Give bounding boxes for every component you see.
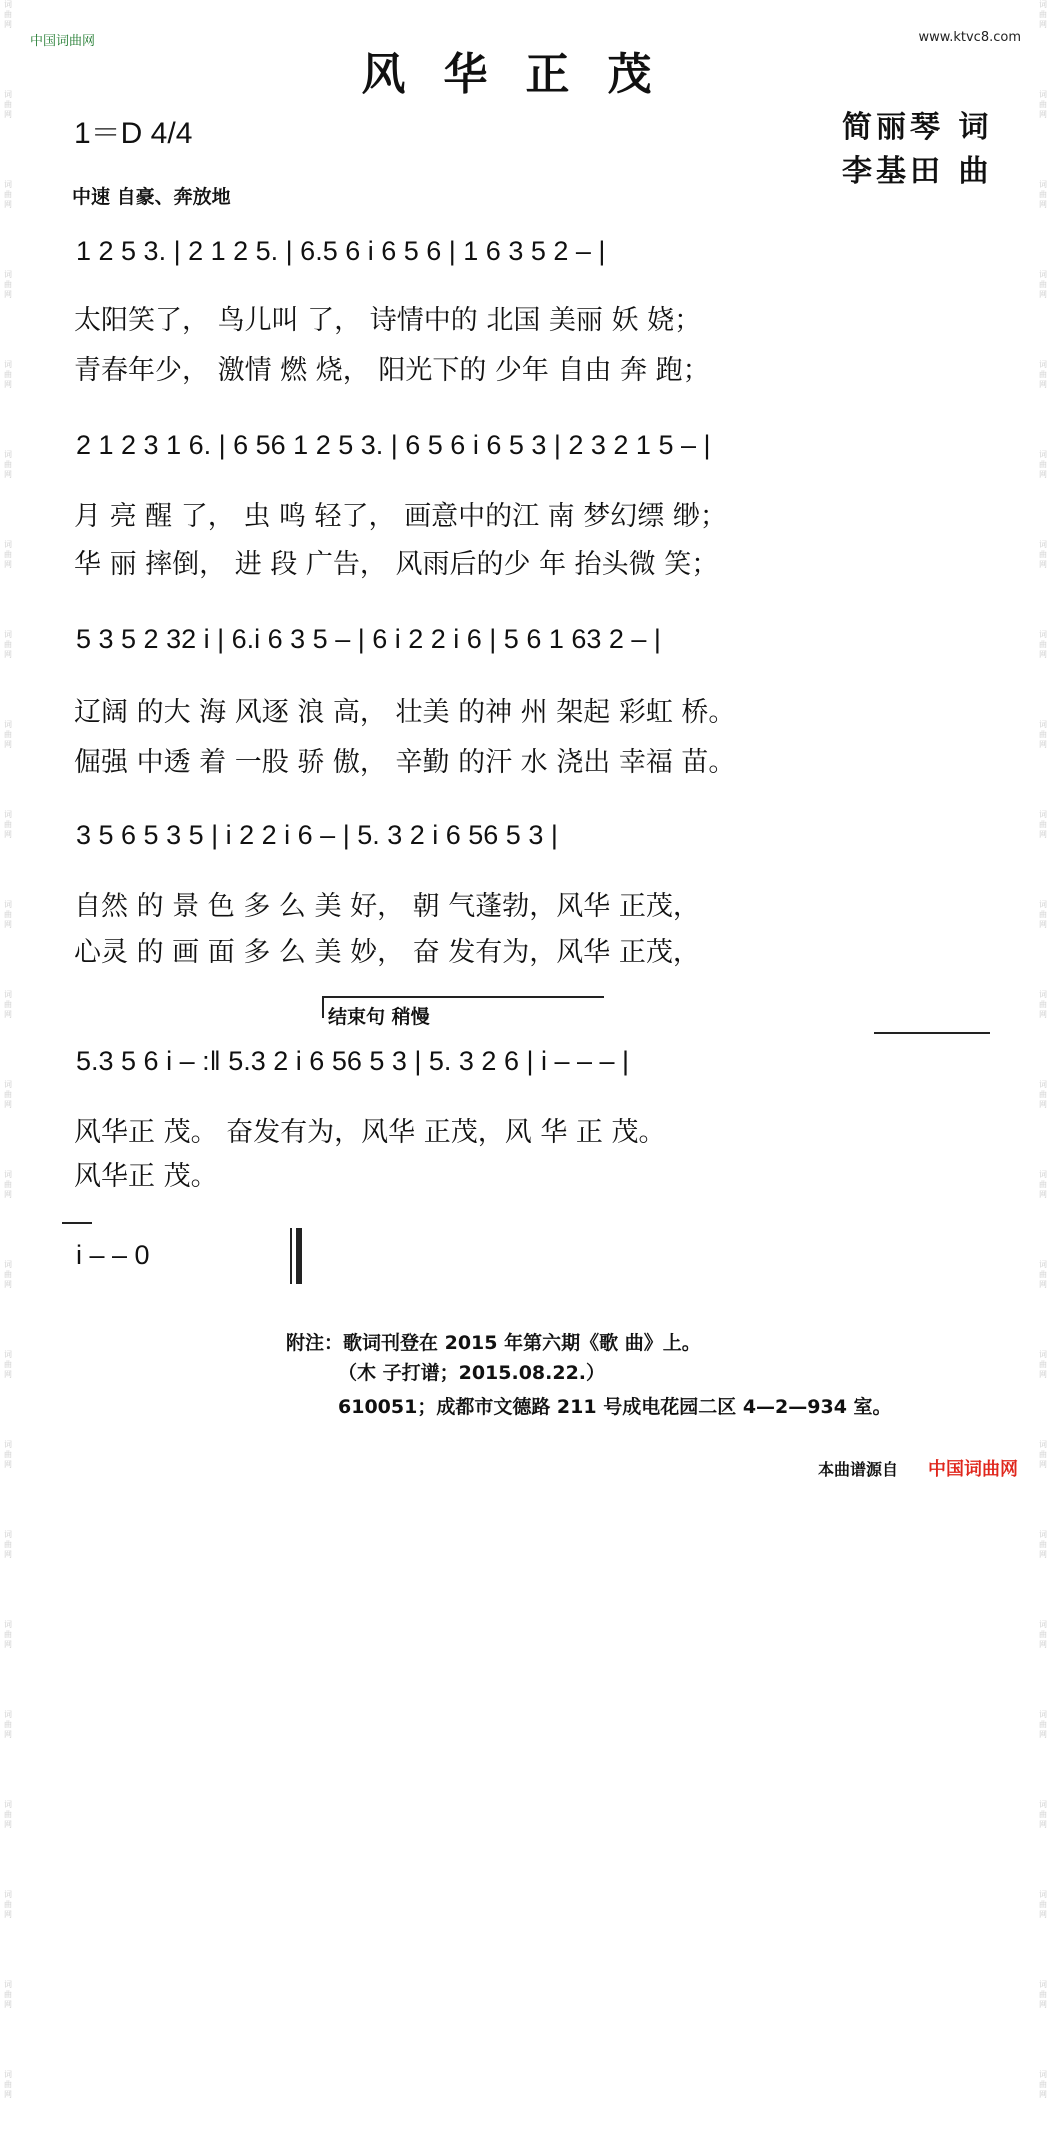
watermark-glyph: 词	[1039, 1620, 1047, 1629]
watermark-glyph: 网	[1039, 1550, 1047, 1559]
watermark-glyph: 词	[1039, 630, 1047, 639]
watermark-gap	[1037, 1110, 1049, 1140]
key-signature: 1＝D 4/4	[74, 117, 193, 150]
watermark-gap	[1037, 210, 1049, 240]
watermark-gap	[1037, 1830, 1049, 1860]
watermark-glyph: 曲	[4, 460, 12, 469]
watermark-glyph: 网	[4, 1640, 12, 1649]
watermark-glyph: 曲	[4, 550, 12, 559]
watermark-glyph: 词	[4, 720, 12, 729]
watermark-gap	[2, 1020, 14, 1050]
watermark-glyph: 词	[4, 1080, 12, 1089]
final-measure: i – – 0	[76, 1240, 150, 1270]
watermark-glyph: 词	[4, 450, 12, 459]
watermark-glyph: 曲	[4, 1990, 12, 1999]
ending-bracket-line	[322, 996, 604, 998]
lyric-row-3-verse-2: 倔强 中透 着 一股 骄 傲， 辛勤 的汗 水 浇出 幸福 苗。	[74, 747, 736, 778]
watermark-glyph: 网	[1039, 1730, 1047, 1739]
watermark-gap	[2, 2100, 14, 2130]
watermark-gap	[1037, 660, 1049, 690]
watermark-gap	[1037, 1290, 1049, 1320]
watermark-glyph: 词	[1039, 1800, 1047, 1809]
watermark-gap	[2, 1740, 14, 1770]
watermark-glyph: 词	[1039, 1710, 1047, 1719]
watermark-glyph: 曲	[4, 100, 12, 109]
watermark-gap	[1037, 1200, 1049, 1230]
source-label: 本曲谱源自	[818, 1460, 899, 1479]
watermark-glyph: 网	[1039, 1640, 1047, 1649]
ending-label: 结束句 稍慢	[328, 1006, 430, 1028]
watermark-glyph: 词	[4, 1440, 12, 1449]
watermark-glyph: 曲	[4, 1180, 12, 1189]
watermark-glyph: 词	[1039, 720, 1047, 729]
watermark-glyph: 网	[1039, 920, 1047, 929]
watermark-glyph: 词	[1039, 1260, 1047, 1269]
watermark-glyph: 曲	[1039, 2080, 1047, 2089]
watermark-glyph: 词	[1039, 1080, 1047, 1089]
watermark-glyph: 词	[4, 1170, 12, 1179]
watermark-glyph: 网	[1039, 560, 1047, 569]
lyric-row-4-verse-1: 自然 的 景 色 多 么 美 好， 朝 气蓬勃，风华 正茂，	[74, 891, 700, 922]
watermark-gap	[2, 390, 14, 420]
watermark-glyph: 网	[1039, 2090, 1047, 2099]
watermark-gap	[1037, 480, 1049, 510]
watermark-gap	[1037, 1380, 1049, 1410]
watermark-glyph: 词	[4, 1800, 12, 1809]
watermark-gap	[1037, 2100, 1049, 2130]
watermark-gap	[1037, 1650, 1049, 1680]
watermark-glyph: 词	[1039, 90, 1047, 99]
watermark-glyph: 网	[4, 1190, 12, 1199]
watermark-glyph: 曲	[4, 1360, 12, 1369]
watermark-glyph: 曲	[4, 280, 12, 289]
watermark-glyph: 网	[4, 1280, 12, 1289]
watermark-gap	[1037, 1560, 1049, 1590]
watermark-gap	[1037, 390, 1049, 420]
notation-row-5: 5.3 5 6 i – :‖ 5.3 2 i 6 56 5 3 | 5. 3 2 6 | i – – – |	[76, 1046, 630, 1076]
watermark-glyph: 网	[1039, 1280, 1047, 1289]
watermark-glyph: 网	[1039, 20, 1047, 29]
watermark-glyph: 网	[4, 1820, 12, 1829]
watermark-glyph: 词	[4, 1710, 12, 1719]
watermark-glyph: 词	[4, 630, 12, 639]
watermark-glyph: 曲	[1039, 730, 1047, 739]
watermark-glyph: 网	[1039, 380, 1047, 389]
watermark-glyph: 网	[1039, 1370, 1047, 1379]
watermark-glyph: 网	[4, 920, 12, 929]
final-tie-line	[874, 1032, 990, 1034]
lyric-row-2-verse-1: 月 亮 醒 了， 虫 鸣 轻了， 画意中的江 南 梦幻缥 缈；	[74, 501, 727, 532]
watermark-glyph: 网	[4, 110, 12, 119]
watermark-glyph: 词	[1039, 1170, 1047, 1179]
ending-bracket-edge	[322, 996, 324, 1018]
watermark-gap	[2, 480, 14, 510]
watermark-glyph: 曲	[1039, 100, 1047, 109]
watermark-glyph: 网	[1039, 1190, 1047, 1199]
watermark-glyph: 网	[1039, 830, 1047, 839]
watermark-gap	[1037, 1020, 1049, 1050]
watermark-glyph: 词	[4, 270, 12, 279]
lyric-row-3-verse-1: 辽阔 的大 海 风逐 浪 高， 壮美 的神 州 架起 彩虹 桥。	[74, 697, 736, 728]
watermark-glyph: 曲	[1039, 1270, 1047, 1279]
watermark-glyph: 网	[4, 1910, 12, 1919]
lyric-row-1-verse-1: 太阳笑了， 鸟儿叫 了， 诗情中的 北国 美丽 妖 娆；	[74, 305, 702, 336]
watermark-glyph: 网	[4, 2090, 12, 2099]
final-barline-thin	[290, 1228, 292, 1284]
watermark-gap	[2, 300, 14, 330]
watermark-glyph: 词	[1039, 2070, 1047, 2079]
watermark-glyph: 网	[4, 290, 12, 299]
watermark-glyph: 曲	[1039, 1360, 1047, 1369]
watermark-glyph: 曲	[1039, 820, 1047, 829]
watermark-glyph: 网	[1039, 110, 1047, 119]
footnote-address: 610051；成都市文德路 211 号成电花园二区 4—2—934 室。	[338, 1396, 892, 1418]
watermark-glyph: 词	[1039, 900, 1047, 909]
watermark-glyph: 网	[4, 740, 12, 749]
watermark-glyph: 曲	[1039, 550, 1047, 559]
watermark-glyph: 曲	[1039, 190, 1047, 199]
watermark-glyph: 网	[4, 380, 12, 389]
watermark-glyph: 词	[1039, 360, 1047, 369]
watermark-glyph: 网	[4, 1100, 12, 1109]
watermark-glyph: 词	[1039, 1440, 1047, 1449]
watermark-glyph: 词	[1039, 1890, 1047, 1899]
composer-credit: 李基田 曲	[842, 154, 993, 189]
watermark-glyph: 曲	[1039, 1900, 1047, 1909]
notation-row-2: 2 1 2 3 1 6. | 6 56 1 2 5 3. | 6 5 6 i 6 5 3 | 2 3 2 1 5 – |	[76, 430, 711, 460]
watermark-gap	[2, 930, 14, 960]
watermark-gap	[1037, 750, 1049, 780]
watermark-glyph: 曲	[1039, 1630, 1047, 1639]
watermark-glyph: 词	[1039, 1350, 1047, 1359]
watermark-glyph: 词	[4, 900, 12, 909]
watermark-glyph: 网	[4, 1730, 12, 1739]
song-title: 风华正茂	[361, 49, 690, 100]
watermark-glyph: 曲	[1039, 1990, 1047, 1999]
watermark-glyph: 词	[4, 1620, 12, 1629]
watermark-glyph: 词	[4, 540, 12, 549]
watermark-gap	[2, 1470, 14, 1500]
watermark-gap	[2, 1110, 14, 1140]
watermark-glyph: 词	[1039, 810, 1047, 819]
watermark-glyph: 词	[4, 0, 12, 9]
watermark-gap	[2, 1650, 14, 1680]
watermark-glyph: 词	[4, 1890, 12, 1899]
watermark-glyph: 网	[4, 1010, 12, 1019]
watermark-glyph: 词	[4, 1530, 12, 1539]
notation-row-3: 5 3 5 2 32 i | 6.i 6 3 5 – | 6 i 2 2 i 6 | 5 6 1 63 2 – |	[76, 624, 661, 654]
watermark-glyph: 曲	[4, 1900, 12, 1909]
watermark-glyph: 曲	[1039, 1450, 1047, 1459]
watermark-glyph: 曲	[1039, 280, 1047, 289]
watermark-glyph: 曲	[1039, 10, 1047, 19]
watermark-gap	[2, 750, 14, 780]
watermark-glyph: 网	[1039, 290, 1047, 299]
lyric-row-5-verse-2: 风华正 茂。	[74, 1161, 218, 1192]
watermark-glyph: 曲	[1039, 1540, 1047, 1549]
watermark-glyph: 网	[1039, 740, 1047, 749]
watermark-glyph: 曲	[1039, 370, 1047, 379]
watermark-glyph: 网	[1039, 1910, 1047, 1919]
watermark-gap	[1037, 1470, 1049, 1500]
watermark-glyph: 词	[4, 810, 12, 819]
watermark-glyph: 网	[1039, 200, 1047, 209]
site-name-top-left[interactable]: 中国词曲网	[30, 34, 96, 49]
watermark-gap	[2, 840, 14, 870]
watermark-glyph: 词	[4, 2070, 12, 2079]
watermark-glyph: 网	[1039, 1010, 1047, 1019]
watermark-gap	[2, 120, 14, 150]
watermark-glyph: 词	[4, 1350, 12, 1359]
watermark-glyph: 网	[4, 200, 12, 209]
watermark-gap	[2, 570, 14, 600]
watermark-glyph: 曲	[4, 190, 12, 199]
watermark-glyph: 网	[4, 560, 12, 569]
watermark-gap	[1037, 120, 1049, 150]
watermark-glyph: 网	[1039, 1100, 1047, 1109]
watermark-gap	[1037, 300, 1049, 330]
watermark-glyph: 曲	[1039, 1090, 1047, 1099]
footnote-transcriber: （木 子打谱；2015.08.22.）	[338, 1362, 606, 1384]
watermark-gap	[2, 1290, 14, 1320]
watermark-gap	[2, 1200, 14, 1230]
watermark-gap	[1037, 570, 1049, 600]
watermark-glyph: 网	[4, 650, 12, 659]
watermark-glyph: 曲	[4, 1450, 12, 1459]
watermark-glyph: 词	[1039, 450, 1047, 459]
watermark-gap	[1037, 2010, 1049, 2040]
watermark-glyph: 曲	[1039, 1720, 1047, 1729]
lyric-row-5-verse-1: 风华正 茂。 奋发有为，风华 正茂，风 华 正 茂。	[74, 1117, 666, 1148]
watermark-glyph: 词	[1039, 180, 1047, 189]
final-barline-thick	[296, 1228, 302, 1284]
watermark-glyph: 词	[1039, 0, 1047, 9]
watermark-glyph: 曲	[1039, 1180, 1047, 1189]
watermark-glyph: 网	[4, 1370, 12, 1379]
source-site-link[interactable]: 中国词曲网	[928, 1459, 1018, 1480]
watermark-glyph: 曲	[1039, 640, 1047, 649]
watermark-glyph: 曲	[1039, 460, 1047, 469]
watermark-glyph: 曲	[4, 820, 12, 829]
watermark-gap	[2, 1830, 14, 1860]
watermark-glyph: 网	[4, 2000, 12, 2009]
watermark-glyph: 曲	[4, 10, 12, 19]
watermark-glyph: 词	[1039, 540, 1047, 549]
notation-row-1: 1 2 5 3. | 2 1 2 5. | 6.5 6 i 6 5 6 | 1 6 3 5 2 – |	[76, 236, 606, 266]
watermark-gap	[2, 1560, 14, 1590]
watermark-gap	[2, 660, 14, 690]
watermark-glyph: 网	[4, 830, 12, 839]
watermark-gap	[1037, 840, 1049, 870]
watermark-glyph: 词	[1039, 990, 1047, 999]
watermark-glyph: 网	[1039, 2000, 1047, 2009]
watermark-glyph: 网	[1039, 1820, 1047, 1829]
watermark-glyph: 网	[4, 470, 12, 479]
watermark-glyph: 曲	[4, 1270, 12, 1279]
watermark-glyph: 词	[4, 990, 12, 999]
watermark-glyph: 曲	[4, 2080, 12, 2089]
site-url-top-right[interactable]: www.ktvc8.com	[918, 30, 1021, 45]
lyric-row-1-verse-2: 青春年少， 激情 燃 烧， 阳光下的 少年 自由 奔 跑；	[74, 355, 710, 386]
watermark-gap	[2, 2010, 14, 2040]
watermark-gap	[2, 1380, 14, 1410]
lyricist-credit: 简丽琴 词	[842, 110, 993, 145]
watermark-glyph: 网	[1039, 650, 1047, 659]
watermark-glyph: 曲	[4, 1810, 12, 1819]
lyric-row-2-verse-2: 华 丽 摔倒， 进 段 广告， 风雨后的少 年 抬头微 笑；	[74, 549, 719, 580]
watermark-glyph: 网	[4, 1550, 12, 1559]
lyric-row-4-verse-2: 心灵 的 画 面 多 么 美 妙， 奋 发有为，风华 正茂，	[74, 937, 700, 968]
final-measure-tie	[62, 1222, 92, 1224]
watermark-glyph: 网	[4, 1460, 12, 1469]
watermark-glyph: 词	[1039, 270, 1047, 279]
watermark-glyph: 曲	[4, 640, 12, 649]
watermark-glyph: 曲	[4, 1000, 12, 1009]
watermark-glyph: 词	[1039, 1980, 1047, 1989]
watermark-gap	[2, 1920, 14, 1950]
notation-row-4: 3 5 6 5 3 5 | i 2 2 i 6 – | 5. 3 2 i 6 56 5 3 |	[76, 820, 558, 850]
watermark-glyph: 曲	[1039, 1000, 1047, 1009]
watermark-glyph: 曲	[4, 370, 12, 379]
watermark-glyph: 曲	[4, 1090, 12, 1099]
watermark-glyph: 网	[1039, 470, 1047, 479]
left-watermark-strip	[2, 0, 14, 2099]
watermark-glyph: 词	[4, 1260, 12, 1269]
watermark-glyph: 网	[1039, 1460, 1047, 1469]
watermark-glyph: 词	[4, 90, 12, 99]
watermark-gap	[1037, 930, 1049, 960]
footnote-publication: 附注：歌词刊登在 2015 年第六期《歌 曲》上。	[286, 1332, 701, 1354]
watermark-glyph: 曲	[1039, 1810, 1047, 1819]
watermark-gap	[2, 210, 14, 240]
watermark-gap	[1037, 1740, 1049, 1770]
watermark-glyph: 曲	[4, 910, 12, 919]
right-watermark-strip	[1037, 0, 1049, 2099]
watermark-glyph: 网	[4, 20, 12, 29]
watermark-glyph: 曲	[4, 1720, 12, 1729]
watermark-glyph: 词	[4, 180, 12, 189]
watermark-glyph: 曲	[4, 1540, 12, 1549]
watermark-glyph: 词	[1039, 1530, 1047, 1539]
watermark-glyph: 曲	[4, 730, 12, 739]
watermark-glyph: 词	[4, 360, 12, 369]
watermark-gap	[1037, 1920, 1049, 1950]
watermark-glyph: 曲	[4, 1630, 12, 1639]
watermark-glyph: 词	[4, 1980, 12, 1989]
watermark-glyph: 曲	[1039, 910, 1047, 919]
tempo-marking: 中速 自豪、奔放地	[72, 186, 231, 208]
